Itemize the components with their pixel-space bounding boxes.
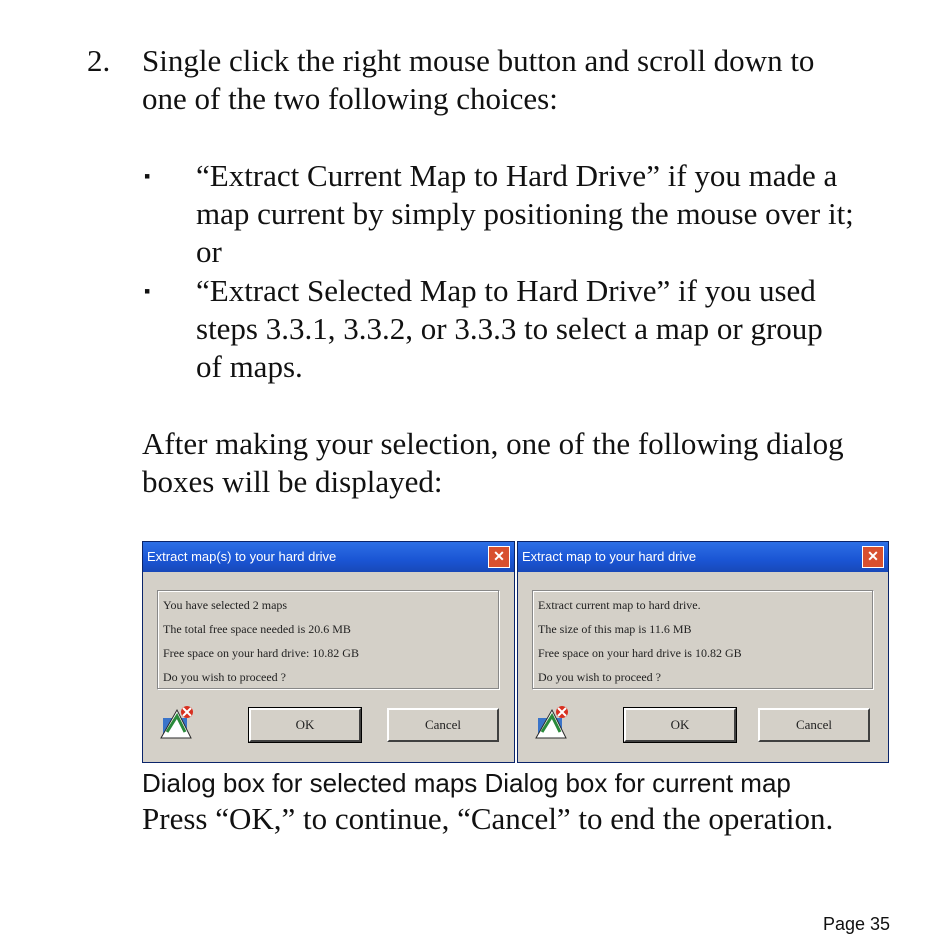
figure-caption: Dialog box for selected maps Dialog box for current map	[142, 768, 791, 798]
dialog-message: Do you wish to proceed ?	[163, 670, 286, 684]
step-line: Single click the right mouse button and scroll down to	[142, 43, 815, 78]
bullet-marker: ▪	[144, 281, 151, 301]
close-button[interactable]: ✕	[488, 546, 510, 568]
bullet-item	[196, 272, 926, 386]
ok-button[interactable]: OK	[249, 708, 361, 742]
dialog-titlebar	[518, 542, 888, 572]
dialog-message: Free space on your hard drive: 10.82 GB	[163, 646, 359, 660]
cancel-button[interactable]: Cancel	[758, 708, 870, 742]
map-extract-icon	[157, 702, 197, 744]
dialog-titlebar	[143, 542, 514, 572]
bullet-marker: ▪	[144, 166, 151, 186]
dialog-message: Do you wish to proceed ?	[538, 670, 661, 684]
page-number: Page 35	[822, 914, 890, 934]
bullet-line: map current by simply positioning the mouse over it;	[196, 196, 854, 231]
bullet-line: or	[196, 234, 222, 269]
dialog-message: Free space on your hard drive is 10.82 GB	[538, 646, 742, 660]
step-number: 2.	[87, 43, 111, 78]
bullet-line: “Extract Current Map to Hard Drive” if you made a	[196, 158, 838, 193]
bullet-line: of maps.	[196, 349, 303, 384]
bullet-line: “Extract Selected Map to Hard Drive” if you used	[196, 273, 816, 308]
dialog-message: Extract current map to hard drive.	[538, 598, 701, 612]
step-line: one of the two following choices:	[142, 81, 558, 116]
step-instruction	[142, 42, 922, 118]
ok-button[interactable]: OK	[624, 708, 736, 742]
instruction-text: Press “OK,” to continue, “Cancel” to end the operation.	[142, 801, 834, 836]
paragraph-line: boxes will be displayed:	[142, 464, 443, 499]
dialog-message: The total free space needed is 20.6 MB	[163, 622, 351, 636]
map-extract-icon	[532, 702, 572, 744]
after-selection-paragraph	[142, 425, 932, 501]
dialog-message: The size of this map is 11.6 MB	[538, 622, 692, 636]
bullet-item	[196, 157, 926, 271]
paragraph-line: After making your selection, one of the following dialog	[142, 426, 844, 461]
dialog-title: Extract map to your hard drive	[522, 549, 697, 564]
close-button[interactable]: ✕	[862, 546, 884, 568]
dialog-current-map	[517, 541, 889, 763]
dialog-selected-maps	[142, 541, 515, 763]
dialog-message: You have selected 2 maps	[163, 598, 288, 612]
dialog-title: Extract map(s) to your hard drive	[147, 549, 337, 564]
bullet-line: steps 3.3.1, 3.3.2, or 3.3.3 to select a map or group	[196, 311, 823, 346]
cancel-button[interactable]: Cancel	[387, 708, 499, 742]
